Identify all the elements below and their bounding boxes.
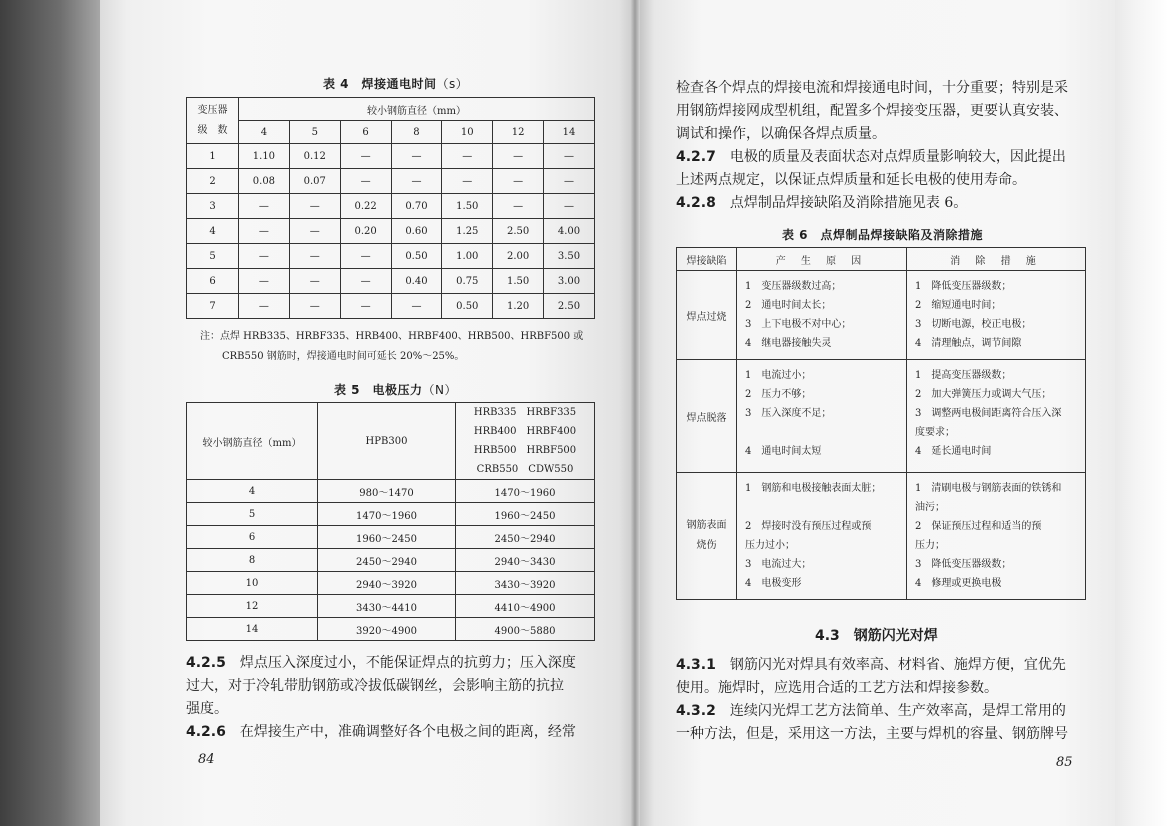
table-cell: 0.50	[391, 244, 442, 269]
table-cell: —	[442, 169, 493, 194]
table-cell: —	[340, 244, 391, 269]
table-row	[187, 526, 595, 549]
measure-line: 2 加大弹簧压力或调大气压；	[915, 389, 1052, 400]
measure-line: 度要求；	[915, 427, 955, 438]
scan-background-left	[0, 0, 100, 826]
note-line: CRB550 钢筋时，焊接通电时间可延长 20%～25%。	[222, 351, 465, 362]
table-row	[187, 595, 595, 618]
section-number: 4.2.7	[676, 149, 716, 165]
cause-line: 1 电流过小；	[745, 370, 812, 381]
diameter-header: 14	[544, 121, 595, 144]
table-cell: 1.10	[239, 144, 290, 169]
text-line: 使用。施焊时，应选用合适的工艺方法和焊接参数。	[676, 680, 998, 696]
table-cell: 0.60	[391, 219, 442, 244]
section-number: 4.2.6	[186, 724, 226, 740]
table-cell: 0.20	[340, 219, 391, 244]
diameter-header: 12	[493, 121, 544, 144]
cause-line	[745, 498, 902, 517]
cause-line: 3 电流过大；	[745, 559, 812, 570]
table-row	[187, 169, 595, 194]
table-header-row	[677, 248, 1086, 271]
table-cell: —	[442, 144, 493, 169]
table-cell: 0.07	[289, 169, 340, 194]
table4-welding-time	[186, 97, 595, 319]
table-cell: 4.00	[544, 219, 595, 244]
table-cell: —	[544, 144, 595, 169]
table6-defect-cell: 焊点过烧	[677, 271, 737, 360]
table-cell: 1960～2450	[456, 503, 595, 526]
table6-cause-header: 产 生 原 因	[737, 248, 907, 271]
measure-line: 油污；	[915, 502, 945, 513]
table-row	[187, 618, 595, 641]
table-row	[187, 144, 595, 169]
cause-line	[745, 423, 902, 442]
text-line: 强度。	[186, 701, 228, 717]
cause-line: 4 通电时间太短	[745, 446, 822, 457]
table-row	[677, 360, 1086, 473]
measure-line: 1 降低变压器级数；	[915, 281, 1012, 292]
table4-title-unit: （s）	[436, 77, 469, 91]
cause-line: 1 变压器级数过高；	[745, 281, 842, 292]
text-line	[186, 652, 606, 675]
table-cell: 4900～5880	[456, 618, 595, 641]
table-cell: 3430～3920	[456, 572, 595, 595]
table6-title: 表 6 点焊制品焊接缺陷及消除措施	[782, 228, 984, 242]
table-row	[187, 244, 595, 269]
row-label-cell: 4	[187, 219, 239, 244]
table5-diameter-header: 较小钢筋直径（mm）	[187, 403, 318, 480]
text: 焊点压入深度过小，不能保证焊点的抗剪力；压入深度	[239, 655, 576, 671]
table-cell: 0.12	[289, 144, 340, 169]
table-row	[187, 219, 595, 244]
table-header-row	[187, 98, 595, 121]
table-cell: 0.75	[442, 269, 493, 294]
text-line	[676, 700, 1096, 723]
table6-defect-cell: 焊点脱落	[677, 360, 737, 473]
cause-line: 2 焊接时没有预压过程或预	[745, 521, 872, 532]
measure-line: 4 延长通电时间	[915, 446, 992, 457]
table-cell: 1.50	[442, 194, 493, 219]
measure-line: 2 缩短通电时间；	[915, 300, 1002, 311]
table-cell: 1470～1960	[456, 480, 595, 503]
header-line: HRB335 HRBF335	[473, 407, 577, 418]
table5-grades-header	[456, 403, 595, 480]
table-cell: 0.22	[340, 194, 391, 219]
text-line	[676, 192, 1096, 215]
diameter-header: 8	[391, 121, 442, 144]
para-4-2-5	[186, 652, 606, 744]
measure-line: 压力；	[915, 540, 945, 551]
table-row	[187, 269, 595, 294]
table-row	[187, 549, 595, 572]
row-label-cell: 5	[187, 244, 239, 269]
diameter-header: 4	[239, 121, 290, 144]
row-label-cell: 6	[187, 269, 239, 294]
row-label-cell: 6	[187, 526, 318, 549]
text-line: 一种方法，但是，采用这一方法，主要与焊机的容量、钢筋牌号	[676, 726, 1068, 742]
table-cell: 2450～2940	[318, 549, 456, 572]
cause-line: 压力过小；	[745, 540, 795, 551]
header-line: CRB550 CDW550	[476, 464, 574, 475]
header-line: HRB500 HRBF500	[473, 445, 577, 456]
table-cell: 3430～4410	[318, 595, 456, 618]
book-gutter	[630, 0, 640, 826]
header-line: 级 数	[197, 124, 228, 136]
diameter-header: 6	[340, 121, 391, 144]
table-cell: —	[239, 194, 290, 219]
header-line: HRB400 HRBF400	[473, 426, 577, 437]
table-cell: 0.40	[391, 269, 442, 294]
cause-line: 2 压力不够；	[745, 389, 812, 400]
cause-line: 3 上下电极不对中心；	[745, 319, 852, 330]
table6-measure-header: 消 除 措 施	[907, 248, 1086, 271]
row-label-cell: 2	[187, 169, 239, 194]
table-cell: 980～1470	[318, 480, 456, 503]
table-cell: 2.50	[544, 294, 595, 319]
measure-line: 4 修理或更换电极	[915, 578, 1002, 589]
table-cell: 1.20	[493, 294, 544, 319]
page-number-right: 85	[1056, 755, 1073, 770]
section-number: 4.2.8	[676, 195, 716, 211]
table-cell: 3920～4900	[318, 618, 456, 641]
cause-line: 4 电极变形	[745, 578, 802, 589]
table-cell: 1.00	[442, 244, 493, 269]
table-cell: —	[493, 194, 544, 219]
defect-line: 钢筋表面	[686, 520, 727, 531]
text: 点焊制品焊接缺陷及消除措施见表 6。	[729, 195, 968, 211]
table-row	[187, 480, 595, 503]
table-cell: —	[239, 219, 290, 244]
table6-cause-cell	[737, 473, 907, 600]
row-label-cell: 14	[187, 618, 318, 641]
table-cell: —	[340, 144, 391, 169]
table-cell: —	[493, 144, 544, 169]
table-cell: 3.50	[544, 244, 595, 269]
section-number: 4.3.1	[676, 657, 716, 673]
table4-note	[200, 327, 583, 367]
table-header-row	[187, 403, 595, 480]
table-cell: 2450～2940	[456, 526, 595, 549]
table-cell: 2940～3920	[318, 572, 456, 595]
table-cell: —	[289, 219, 340, 244]
row-label-cell: 4	[187, 480, 318, 503]
table-cell: 3.00	[544, 269, 595, 294]
table6-weld-defects	[676, 247, 1086, 600]
row-label-cell: 12	[187, 595, 318, 618]
right-page-top-text	[676, 77, 1096, 215]
table-cell: —	[391, 169, 442, 194]
table-cell: 1960～2450	[318, 526, 456, 549]
table-cell: —	[289, 294, 340, 319]
cause-line: 3 压入深度不足；	[745, 408, 832, 419]
table-cell: —	[493, 169, 544, 194]
measure-line: 3 降低变压器级数；	[915, 559, 1012, 570]
table-cell: 4410～4900	[456, 595, 595, 618]
table-row	[187, 503, 595, 526]
text-line: 用钢筋焊接网成型机组，配置多个焊接变压器，更要认真安装、	[676, 103, 1068, 119]
measure-line: 3 调整两电极间距离符合压入深	[915, 408, 1062, 419]
table-cell: —	[239, 269, 290, 294]
table6-measure-cell	[907, 473, 1086, 600]
row-label-cell: 1	[187, 144, 239, 169]
page-number-left: 84	[198, 752, 215, 767]
measure-line: 1 清刷电极与钢筋表面的铁锈和	[915, 483, 1062, 494]
table-cell: —	[289, 194, 340, 219]
measure-line: 4 清理触点，调节间隙	[915, 338, 1022, 349]
table-cell: —	[239, 244, 290, 269]
table-cell: —	[391, 144, 442, 169]
text: 在焊接生产中，准确调整好各个电极之间的距离，经常	[239, 724, 576, 740]
table-cell: —	[340, 269, 391, 294]
table4-title-text: 表 4 焊接通电时间	[323, 77, 437, 91]
defect-line: 烧伤	[696, 540, 717, 551]
note-line: 注：点焊 HRB335、HRBF335、HRB400、HRBF400、HRB500、HRBF500 或	[200, 331, 584, 342]
table4-title	[323, 75, 468, 92]
measure-line: 2 保证预压过程和适当的预	[915, 521, 1042, 532]
table6-measure-cell	[907, 271, 1086, 360]
table-header-row	[187, 121, 595, 144]
table-row	[187, 572, 595, 595]
measure-line: 3 切断电源，校正电极；	[915, 319, 1032, 330]
diameter-header: 10	[442, 121, 493, 144]
table5-title	[334, 381, 457, 398]
row-label-cell: 3	[187, 194, 239, 219]
section-number: 4.3.2	[676, 703, 716, 719]
table-cell: —	[289, 269, 340, 294]
row-label-cell: 5	[187, 503, 318, 526]
table-cell: —	[340, 169, 391, 194]
table5-title-unit: （N）	[422, 383, 458, 397]
table-cell: 0.50	[442, 294, 493, 319]
scan-background-right	[1115, 0, 1168, 826]
text-line: 检查各个焊点的焊接电流和焊接通电时间，十分重要；特别是采	[676, 80, 1068, 96]
text: 连续闪光焊工艺方法简单、生产效率高，是焊工常用的	[729, 703, 1066, 719]
row-label-cell: 8	[187, 549, 318, 572]
table5-hpb300-header: HPB300	[318, 403, 456, 480]
para-4-3-1-and-4-3-2	[676, 654, 1096, 746]
table6-defect-header: 焊接缺陷	[677, 248, 737, 271]
table-row	[187, 194, 595, 219]
table4-grade-header	[187, 98, 239, 144]
table6-cause-cell	[737, 360, 907, 473]
table-cell: 1.25	[442, 219, 493, 244]
table-cell: —	[391, 294, 442, 319]
measure-line: 1 提高变压器级数；	[915, 370, 1012, 381]
table-cell: 1.50	[493, 269, 544, 294]
cause-line: 4 继电器接触失灵	[745, 338, 832, 349]
table-cell: 0.08	[239, 169, 290, 194]
table4-diameter-group-header: 较小钢筋直径（mm）	[239, 98, 595, 121]
table-cell: 1470～1960	[318, 503, 456, 526]
text-line: 上述两点规定，以保证点焊质量和延长电极的使用寿命。	[676, 172, 1026, 188]
header-line: 变压器	[197, 104, 228, 116]
table-row	[187, 294, 595, 319]
table6-cause-cell	[737, 271, 907, 360]
diameter-header: 5	[289, 121, 340, 144]
row-label-cell: 10	[187, 572, 318, 595]
text-line: 过大，对于冷轧带肋钢筋或冷拔低碳钢丝，会影响主筋的抗拉	[186, 678, 564, 694]
table-cell: 0.70	[391, 194, 442, 219]
table-cell: —	[289, 244, 340, 269]
table5-title-text: 表 5 电极压力	[334, 383, 423, 397]
text-line: 调试和操作，以确保各焊点质量。	[676, 126, 886, 142]
table6-defect-cell	[677, 473, 737, 600]
text-line	[676, 146, 1096, 169]
table-cell: 2.00	[493, 244, 544, 269]
table-cell: 2940～3430	[456, 549, 595, 572]
cause-line: 1 钢筋和电极接触表面太脏；	[745, 483, 882, 494]
row-label-cell: 7	[187, 294, 239, 319]
table-row	[677, 473, 1086, 600]
text: 钢筋闪光对焊具有效率高、材料省、施焊方便，宜优先	[729, 657, 1066, 673]
table-cell: —	[544, 169, 595, 194]
section-heading-4-3: 4.3 钢筋闪光对焊	[815, 628, 938, 644]
table-cell: —	[340, 294, 391, 319]
table6-measure-cell	[907, 360, 1086, 473]
text-line	[186, 721, 606, 744]
text: 电极的质量及表面状态对点焊质量影响较大，因此提出	[729, 149, 1066, 165]
table-row	[677, 271, 1086, 360]
table-cell: 2.50	[493, 219, 544, 244]
cause-line: 2 通电时间太长；	[745, 300, 832, 311]
section-number: 4.2.5	[186, 655, 226, 671]
table5-electrode-pressure	[186, 402, 595, 641]
table-cell: —	[544, 194, 595, 219]
text-line	[676, 654, 1096, 677]
table-cell: —	[239, 294, 290, 319]
